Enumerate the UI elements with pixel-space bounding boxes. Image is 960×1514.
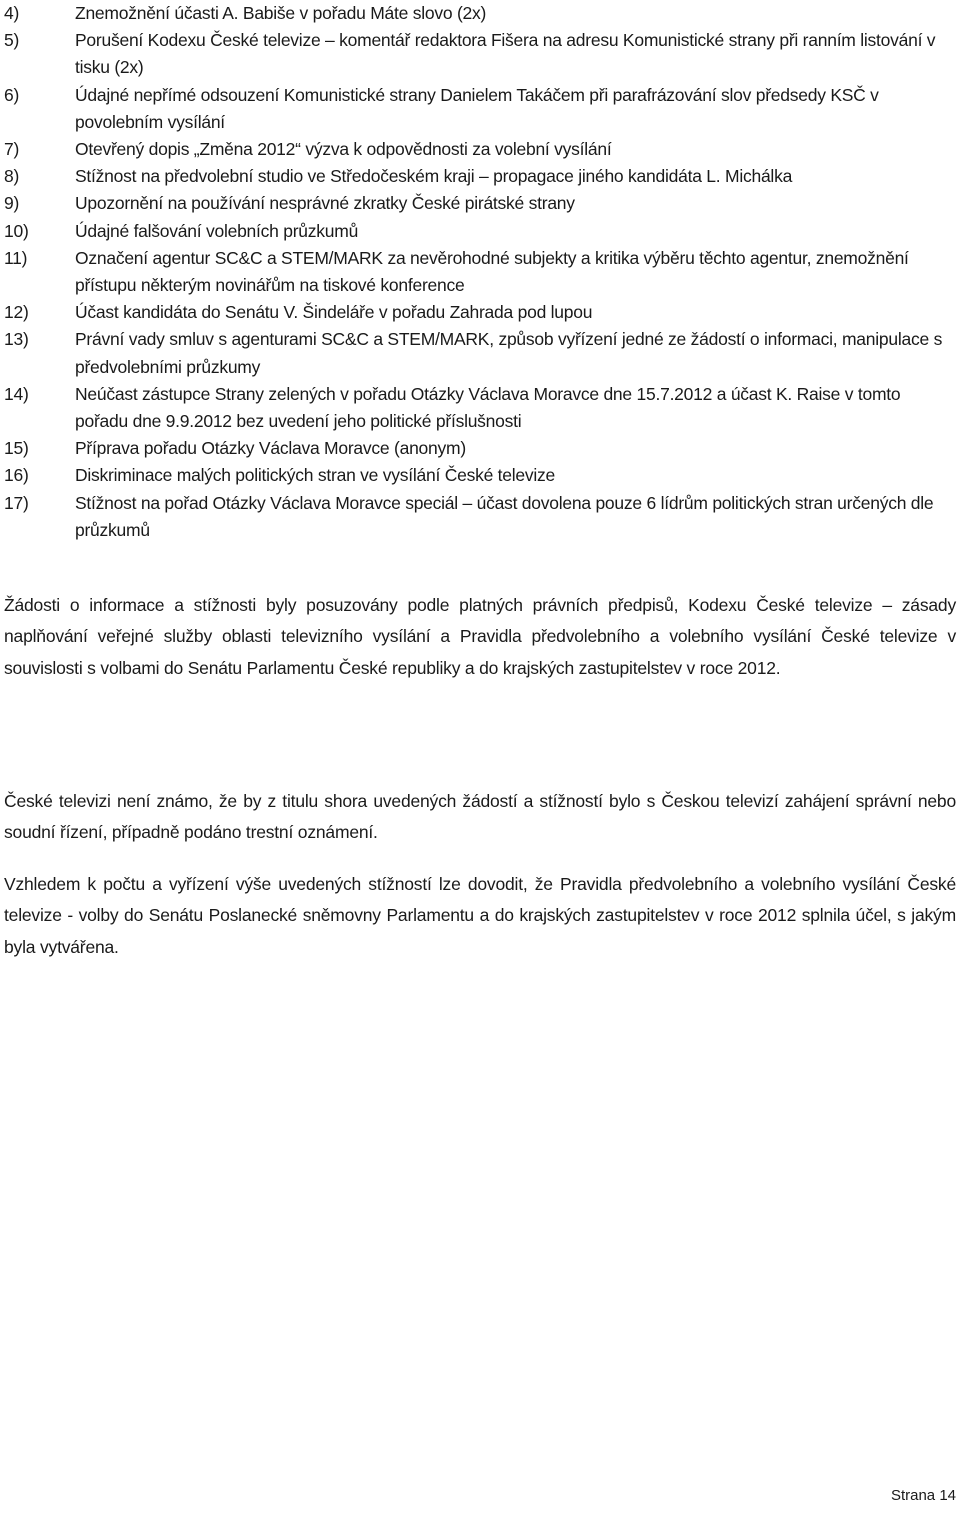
list-item xyxy=(4,435,956,462)
list-item-number: 10) xyxy=(4,220,29,241)
list-item-text: Příprava pořadu Otázky Václava Moravce (anonym) xyxy=(75,438,466,459)
list-item-text: Právní vady smluv s agenturami SC&C a STEM/MARK, způsob vyřízení jedné ze žádostí o informaci, manipulace s předvolebními průzkumy xyxy=(75,329,943,377)
paragraph-assessment: Žádosti o informace a stížnosti byly posuzovány podle platných právních předpisů, Kodexu České televize – zásady naplňování veřejné služby oblasti televizního vysílání a Pravidla předvolebního a volebního vysílání České televize v souvislosti s volbami do Senátu Parlamentu České republiky a do krajských zastupitelstev v roce 2012. xyxy=(4,595,956,678)
paragraph-no-proceedings: České televizi není známo, že by z titulu shora uvedených žádostí a stížností bylo s Českou televizí zahájení správní nebo soudní řízení, případně podáno trestní oznámení. xyxy=(4,791,956,843)
list-item-number: 9) xyxy=(4,193,20,214)
list-item xyxy=(4,381,956,435)
list-item xyxy=(4,218,956,245)
list-item-number: 7) xyxy=(4,139,20,160)
list-item-text: Neúčast zástupce Strany zelených v pořadu Otázky Václava Moravce dne 15.7.2012 a účast K. Raise v tomto pořadu dne 9.9.2012 bez uvedení jeho politické příslušnosti xyxy=(75,383,901,432)
list-item-number: 13) xyxy=(4,329,29,350)
list-item-number: 16) xyxy=(4,465,29,486)
list-item-number: 17) xyxy=(4,492,29,513)
list-item xyxy=(4,326,956,380)
list-item xyxy=(4,163,956,190)
list-item-text: Porušení Kodexu České televize – komentář redaktora Fišera na adresu Komunistické strany při ranním listování v tisku (2x) xyxy=(75,30,936,78)
list-item-text: Diskriminace malých politických stran ve vysílání České televize xyxy=(75,465,555,486)
list-item-text: Znemožnění účasti A. Babiše v pořadu Máte slovo (2x) xyxy=(75,3,487,23)
list-item xyxy=(4,82,956,136)
paragraph-conclusion: Vzhledem k počtu a vyřízení výše uvedených stížností lze dovodit, že Pravidla předvolebního a volebního vysílání České televize - volby do Senátu Poslanecké sněmovny Parlamentu a do krajských zastupitelstev v roce 2012 splnila účel, s jakým byla vytvářena. xyxy=(4,874,956,957)
list-item xyxy=(4,245,956,299)
list-item-text: Údajné nepřímé odsouzení Komunistické strany Danielem Takáčem při parafrázování slov předsedy KSČ v povolebním vysílání xyxy=(75,84,879,132)
list-item xyxy=(4,462,956,489)
list-item-number: 11) xyxy=(4,247,28,268)
list-item xyxy=(4,136,956,163)
list-item-number: 12) xyxy=(4,302,29,323)
list-item-text: Údajné falšování volebních průzkumů xyxy=(75,220,359,241)
list-item-text: Upozornění na používání nesprávné zkratky České pirátské strany xyxy=(75,193,575,214)
list-item xyxy=(4,299,956,326)
page-number: Strana 14 xyxy=(890,1487,956,1504)
list-item-text: Stížnost na předvolební studio ve Středočeském kraji – propagace jiného kandidáta L. Michálka xyxy=(75,166,793,187)
list-item-number: 14) xyxy=(4,383,29,404)
list-item xyxy=(4,490,956,544)
list-item xyxy=(4,0,956,27)
list-item-number: 6) xyxy=(4,84,20,105)
list-item xyxy=(4,27,956,81)
list-item-number: 4) xyxy=(4,3,20,23)
complaints-list xyxy=(4,0,956,544)
list-item-text: Otevřený dopis „Změna 2012“ výzva k odpovědnosti za volební vysílání xyxy=(75,139,612,160)
list-item-text: Označení agentur SC&C a STEM/MARK za nevěrohodné subjekty a kritika výběru těchto agentur, znemožnění přístupu některým novinářům na tiskové konference xyxy=(75,247,909,296)
list-item-number: 15) xyxy=(4,438,29,459)
list-item-number: 8) xyxy=(4,166,20,187)
list-item xyxy=(4,190,956,217)
list-item-number: 5) xyxy=(4,30,20,51)
list-item-text: Účast kandidáta do Senátu V. Šindeláře v pořadu Zahrada pod lupou xyxy=(75,302,593,323)
list-item-text: Stížnost na pořad Otázky Václava Moravce speciál – účast dovolena pouze 6 lídrům politických stran určených dle průzkumů xyxy=(75,492,934,540)
